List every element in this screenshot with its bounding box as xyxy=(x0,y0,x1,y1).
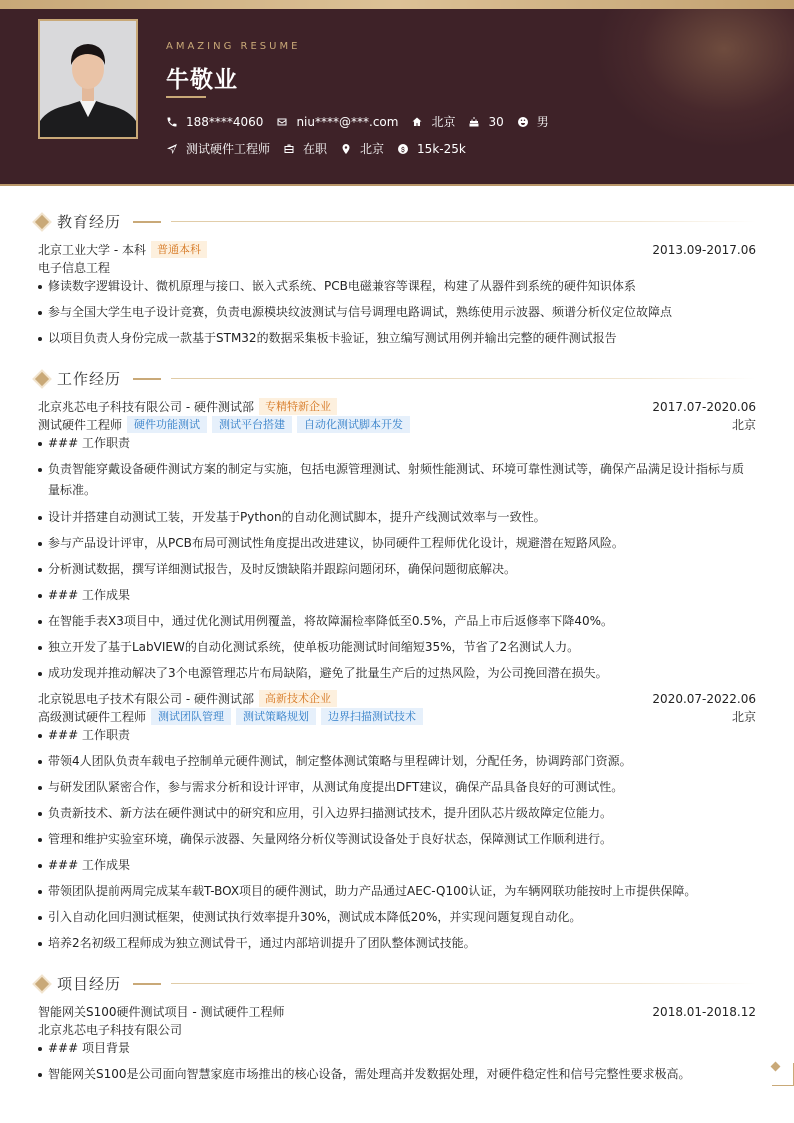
hometown-item xyxy=(411,113,455,130)
work-section-heading xyxy=(36,368,756,389)
skill-tag: 测试平台搭建 xyxy=(212,416,292,433)
project-name: 智能网关S100硬件测试项目 - 测试硬件工程师 xyxy=(38,1005,285,1019)
hometown-text: 北京 xyxy=(431,115,456,129)
target-position-text: 测试硬件工程师 xyxy=(186,142,271,156)
project-period: 2018.01-2018.12 xyxy=(652,1004,756,1019)
gender-text: 男 xyxy=(536,115,549,129)
list-item: ### 工作职责 xyxy=(38,725,753,746)
name-underline xyxy=(166,96,206,98)
list-item: 分析测试数据，撰写详细测试报告，及时反馈缺陷并跟踪问题闭环，确保问题彻底解决。 xyxy=(38,559,753,580)
major-line xyxy=(38,259,756,276)
company-name: 北京兆芯电子科技有限公司 - 硬件测试部 xyxy=(38,400,254,414)
location-pin-icon xyxy=(340,143,352,155)
project-company-line xyxy=(38,1021,756,1038)
list-item: 在智能手表X3项目中，通过优化测试用例覆盖，将故障漏检率降低至0.5%，产品上市后返修率下降40%。 xyxy=(38,611,753,632)
list-item: ### 工作成果 xyxy=(38,855,753,876)
list-item: 负责智能穿戴设备硬件测试方案的制定与实施，包括电源管理测试、射频性能测试、环境可靠性测试等，确保产品满足设计指标与质量标准。 xyxy=(38,459,753,501)
title-rule xyxy=(171,221,756,222)
job-city: 北京 xyxy=(731,710,756,724)
resume-tagline: AMAZING RESUME xyxy=(166,41,301,52)
portrait-image xyxy=(40,21,136,137)
job-position-line xyxy=(38,708,756,725)
job-period: 2020.07-2022.06 xyxy=(652,691,756,706)
list-item: 智能网关S100是公司面向智慧家庭市场推出的核心设备，需处理高并发数据处理，对硬件稳定性和信号完整性要求极高。 xyxy=(38,1064,753,1085)
skill-tag: 测试团队管理 xyxy=(151,708,231,725)
age-item xyxy=(468,115,503,129)
phone-item xyxy=(166,115,263,129)
mail-icon xyxy=(276,116,288,128)
title-rule xyxy=(171,378,756,379)
candidate-name: 牛敬业 xyxy=(166,67,238,93)
section-diamond-icon xyxy=(35,976,49,990)
salary-item xyxy=(397,142,466,156)
title-rule xyxy=(171,983,756,984)
salary-text: 15k-25k xyxy=(417,141,466,156)
list-item: ### 工作职责 xyxy=(38,433,753,454)
job-status-item xyxy=(283,140,327,157)
education-period: 2013.09-2017.06 xyxy=(652,242,756,257)
section-title: 项目经历 xyxy=(57,975,122,993)
job-period: 2017.07-2020.06 xyxy=(652,399,756,414)
title-dash xyxy=(133,221,161,223)
top-gold-strip xyxy=(0,0,794,9)
list-item: 管理和维护实验室环境，确保示波器、矢量网络分析仪等测试设备处于良好状态，保障测试工作顺利进行。 xyxy=(38,829,753,850)
position-name: 高级测试硬件工程师 xyxy=(38,710,147,724)
list-item: 与研发团队紧密合作，参与需求分析和设计评审，从测试角度提出DFT建议，确保产品具备良好的可测试性。 xyxy=(38,777,753,798)
list-item: 设计并搭建自动测试工装，开发基于Python的自动化测试脚本，提升产线测试效率与一致性。 xyxy=(38,507,753,528)
phone-icon xyxy=(166,116,178,128)
status-icon xyxy=(283,143,295,155)
email-text: niu****@***.com xyxy=(296,114,399,129)
job-entry-header xyxy=(38,398,756,415)
list-item: 负责新技术、新方法在硬件测试中的研究和应用，引入边界扫描测试技术，提升团队芯片级故障定位能力。 xyxy=(38,803,753,824)
list-item: 以项目负责人身份完成一款基于STM32的数据采集板卡验证，独立编写测试用例并输出完整的硬件测试报告 xyxy=(38,328,753,349)
education-entry-header xyxy=(38,241,756,258)
company-name: 北京锐思电子技术有限公司 - 硬件测试部 xyxy=(38,692,254,706)
list-item: 引入自动化回归测试框架，使测试执行效率提升30%，测试成本降低20%，并实现问题复现自动化。 xyxy=(38,907,753,928)
target-city-item xyxy=(340,140,384,157)
list-item: 培养2名初级工程师成为独立测试骨干，通过内部培训提升了团队整体测试技能。 xyxy=(38,933,753,954)
section-diamond-icon xyxy=(35,371,49,385)
gender-icon xyxy=(517,116,529,128)
degree-tag: 普通本科 xyxy=(151,241,207,258)
header-glow xyxy=(594,9,794,149)
section-title: 工作经历 xyxy=(57,370,122,388)
skill-tag: 测试策略规划 xyxy=(236,708,316,725)
list-item: 成功发现并推动解决了3个电源管理芯片布局缺陷，避免了批量生产后的过热风险，为公司挽回潜在损失。 xyxy=(38,663,753,684)
phone-text: 188****4060 xyxy=(186,114,264,129)
skill-tag: 边界扫描测试技术 xyxy=(321,708,423,725)
send-icon xyxy=(166,143,178,155)
target-position-item xyxy=(166,140,270,157)
list-item: 参与全国大学生电子设计竞赛，负责电源模块纹波测试与信号调理电路调试，熟练使用示波器、频谱分析仪定位故障点 xyxy=(38,302,753,323)
project-section-heading xyxy=(36,973,756,994)
list-item: 参与产品设计评审，从PCB布局可测试性角度提出改进建议，协同硬件工程师优化设计，规避潜在短路风险。 xyxy=(38,533,753,554)
list-item: ### 项目背景 xyxy=(38,1038,753,1059)
cake-icon xyxy=(468,116,480,128)
job-intent-row xyxy=(166,140,479,157)
email-item xyxy=(276,115,398,129)
contact-row xyxy=(166,113,562,130)
list-item: 修读数字逻辑设计、微机原理与接口、嵌入式系统、PCB电磁兼容等课程，构建了从器件到系统的硬件知识体系 xyxy=(38,276,753,297)
job-position-line xyxy=(38,416,756,433)
list-item: 带领团队提前两周完成某车载T-BOX项目的硬件测试，助力产品通过AEC-Q100认证，为车辆网联功能按时上市提供保障。 xyxy=(38,881,753,902)
education-section-heading xyxy=(36,211,756,232)
section-title: 教育经历 xyxy=(57,213,122,231)
resume-header xyxy=(0,9,794,186)
position-name: 测试硬件工程师 xyxy=(38,418,123,432)
job-city: 北京 xyxy=(731,418,756,432)
header-bottom-rule xyxy=(0,184,794,186)
gender-item xyxy=(517,113,549,130)
age-text: 30 xyxy=(488,114,504,129)
skill-tag: 硬件功能测试 xyxy=(127,416,207,433)
project-entry-header xyxy=(38,1003,756,1020)
company-tag: 高新技术企业 xyxy=(259,690,337,707)
job-status-text: 在职 xyxy=(303,142,328,156)
job-entry-header xyxy=(38,690,756,707)
home-icon xyxy=(411,116,423,128)
target-city-text: 北京 xyxy=(360,142,385,156)
project-company: 北京兆芯电子科技有限公司 xyxy=(38,1023,183,1037)
company-tag: 专精特新企业 xyxy=(259,398,337,415)
section-diamond-icon xyxy=(35,214,49,228)
salary-icon xyxy=(397,143,409,155)
list-item: 带领4人团队负责车载电子控制单元硬件测试，制定整体测试策略与里程碑计划，分配任务，协调跨部门资源。 xyxy=(38,751,753,772)
skill-tag: 自动化测试脚本开发 xyxy=(297,416,410,433)
title-dash xyxy=(133,983,161,985)
major-name: 电子信息工程 xyxy=(38,261,111,275)
title-dash xyxy=(133,378,161,380)
profile-photo xyxy=(38,19,138,139)
school-name: 北京工业大学 - 本科 xyxy=(38,243,146,257)
list-item: ### 工作成果 xyxy=(38,585,753,606)
list-item: 独立开发了基于LabVIEW的自动化测试系统，使单板功能测试时间缩短35%，节省了2名测试人力。 xyxy=(38,637,753,658)
